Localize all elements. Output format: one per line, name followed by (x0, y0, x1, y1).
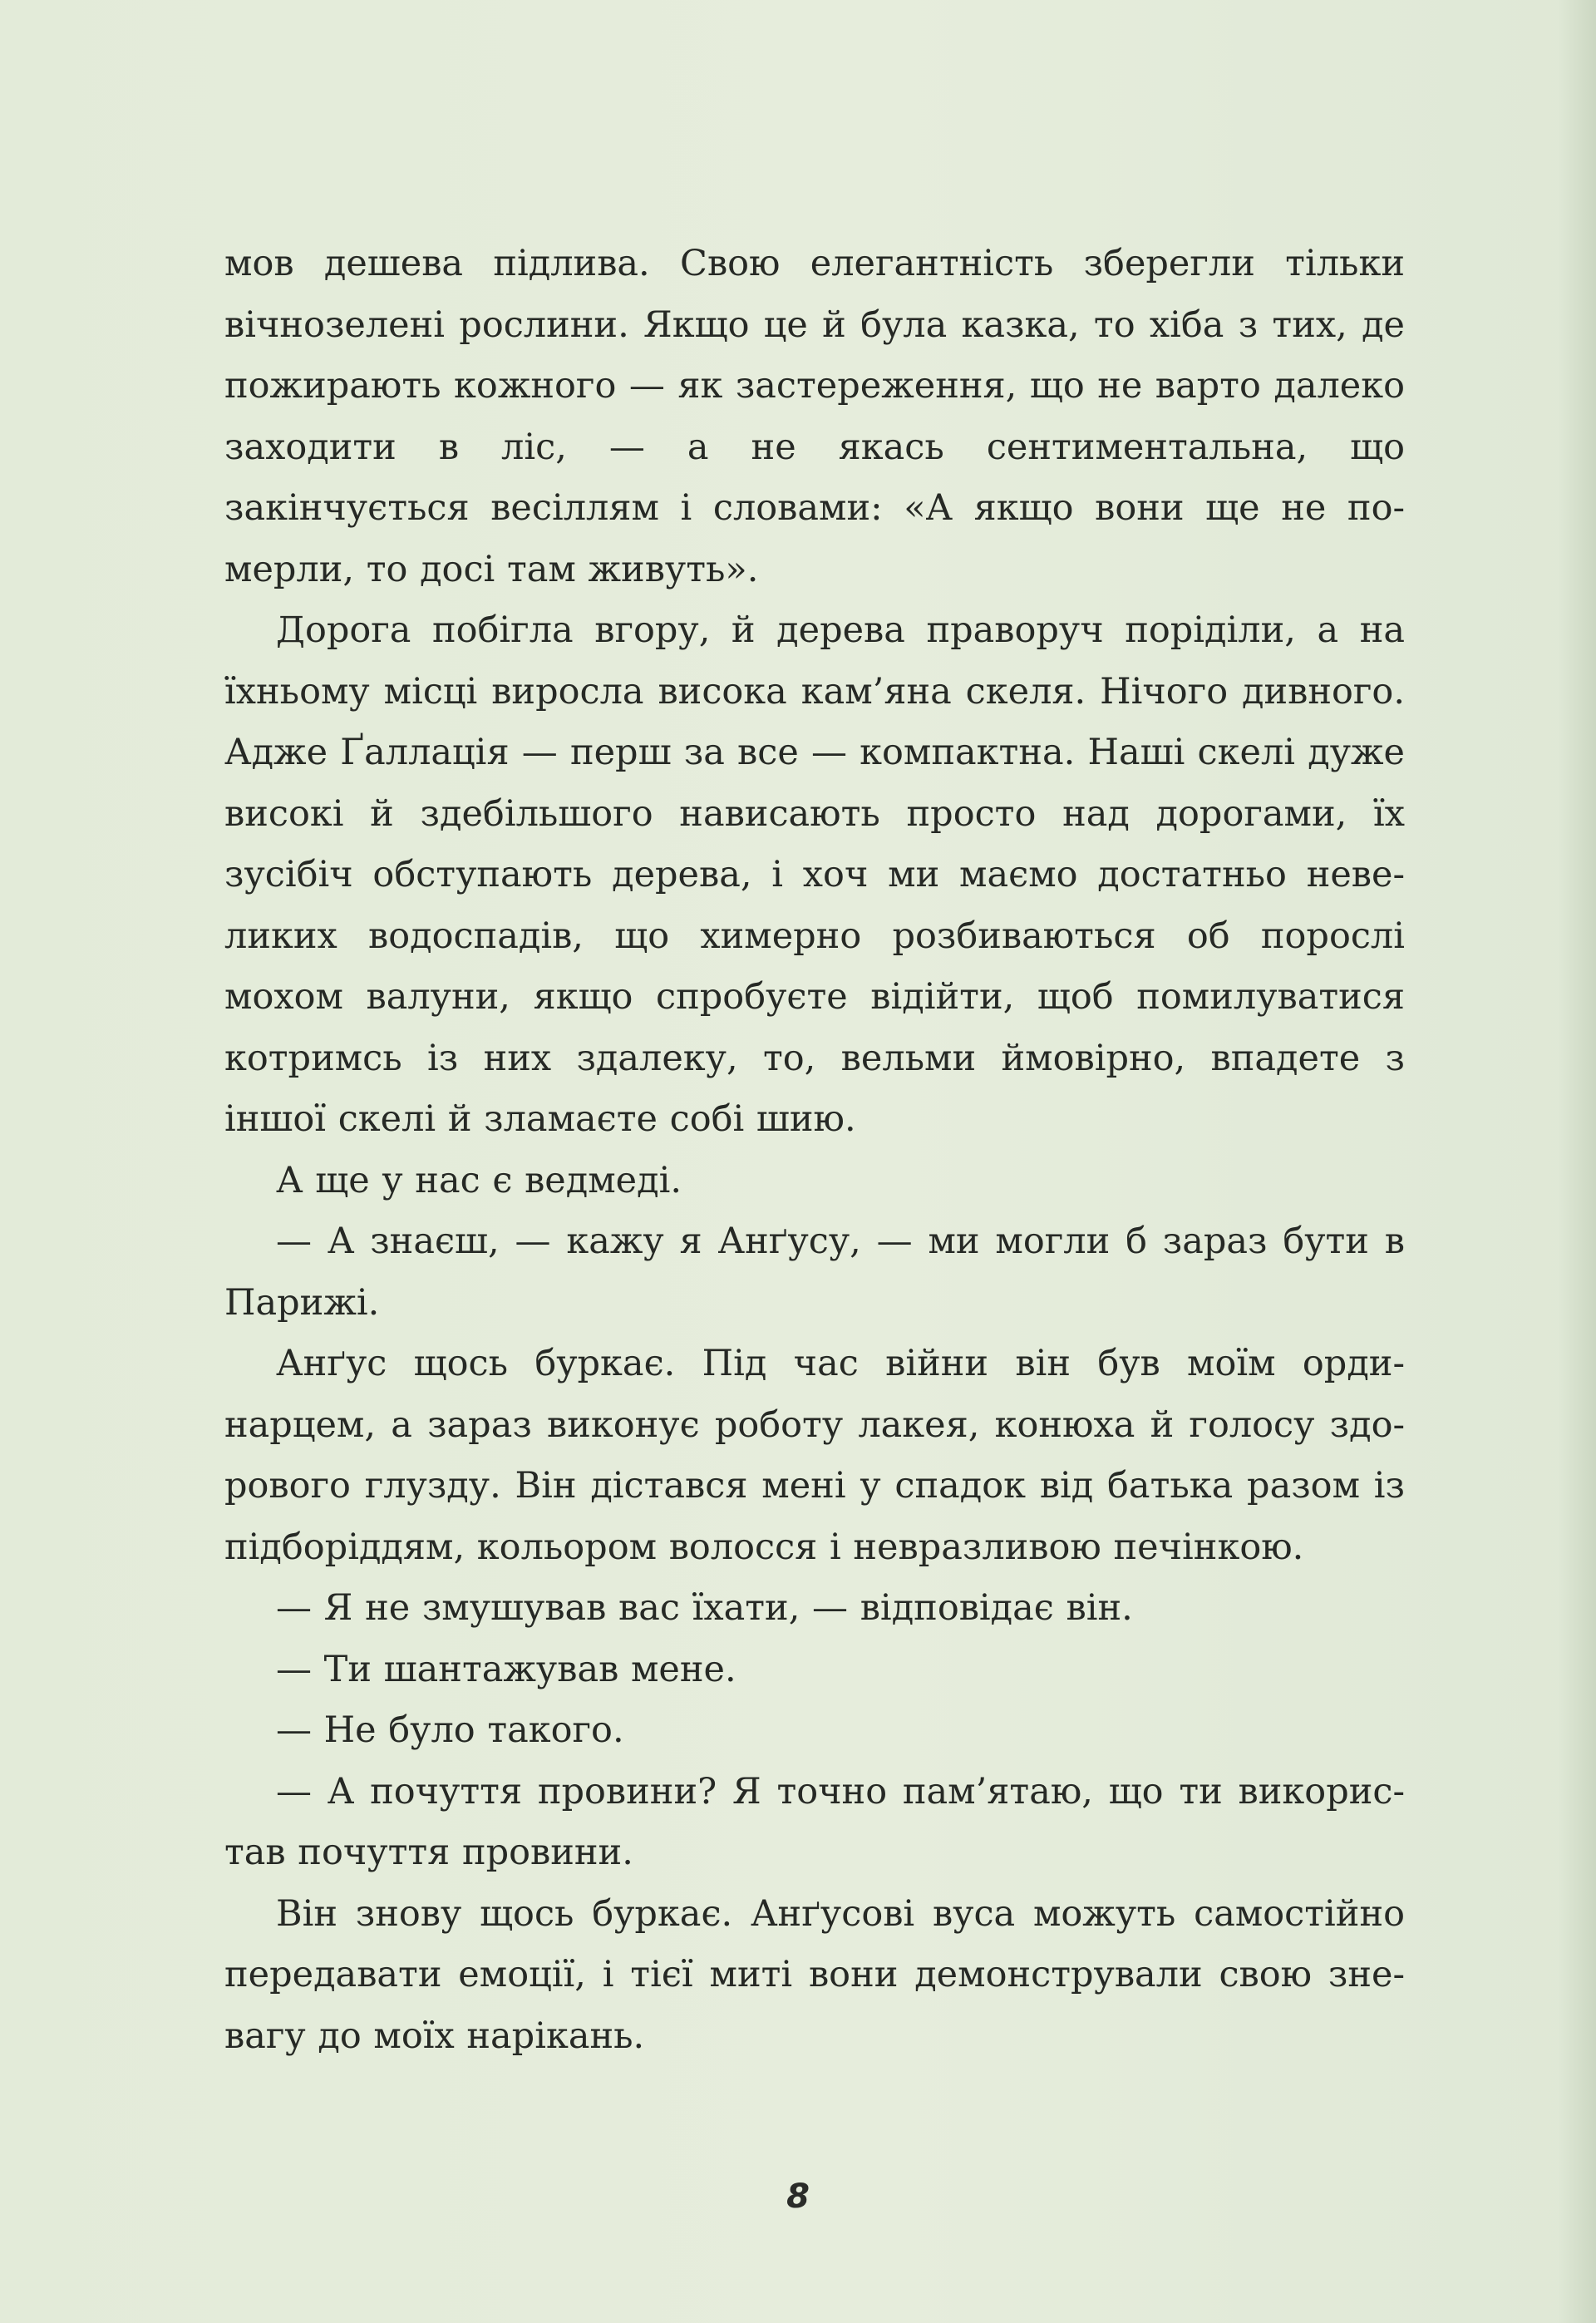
paragraph-6: — Я не змушував вас їхати, — відповідає він. (276, 1587, 1133, 1629)
paragraph-5: Анґус щось буркає. Під час війни він був моїм ординарцем, а зараз виконує роботу лакея, конюха й голосу здорового глузду. Він дістався мені у спадок від батька разом із підборіддям, кольором волосся і невразливою печінкою. (224, 1343, 1405, 1568)
paragraph-10: Він знову щось буркає. Анґусові вуса можуть самостійно передавати емоції, і тієї миті вони демонстрували свою зневагу до моїх нарікань. (224, 1892, 1405, 2057)
paragraph-9: — А почуття провини? Я точно пам’ятаю, що ти використав почуття провини. (224, 1770, 1405, 1873)
paragraph-8: — Не було такого. (276, 1709, 624, 1751)
paragraph-2: Дорога побігла вгору, й дерева праворуч поріділи, а на їхньому місці виросла висока кам’яна скеля. Нічого дивного. Адже Ґаллація — перш за все — компактна. Наші скелі дуже високі й здебільшого нависають просто над дорогами, їх зусібіч обступають дерева, і хоч ми маємо достатньо невеликих водоспадів, що химерно розбиваються об порослі мохом валуни, якщо спробуєте відійти, щоб помилуватися котримсь із них здалеку, то, вельми ймовірно, впадете з іншої скелі й зламаєте собі шию. (224, 609, 1405, 1140)
paragraph-4: — А знаєш, — кажу я Анґусу, — ми могли б зараз бути в Парижі. (224, 1221, 1405, 1324)
paragraph-1: мов дешева підлива. Свою елегантність зберегли тільки вічнозелені рослини. Якщо це й була казка, то хіба з тих, де пожирають кожного — як застереження, що не варто далеко заходити в ліс, — а не якась сентиментальна, що закінчується весіллям і словами: «А якщо вони ще не померли, то досі там живуть». (224, 243, 1405, 590)
page-number: 8 (786, 2178, 810, 2216)
body-text (224, 234, 1405, 2067)
paragraph-7: — Ти шантажував мене. (276, 1648, 736, 1690)
page-edge-shadow (1558, 0, 1596, 2323)
paragraph-3: А ще у нас є ведмеді. (276, 1159, 682, 1201)
